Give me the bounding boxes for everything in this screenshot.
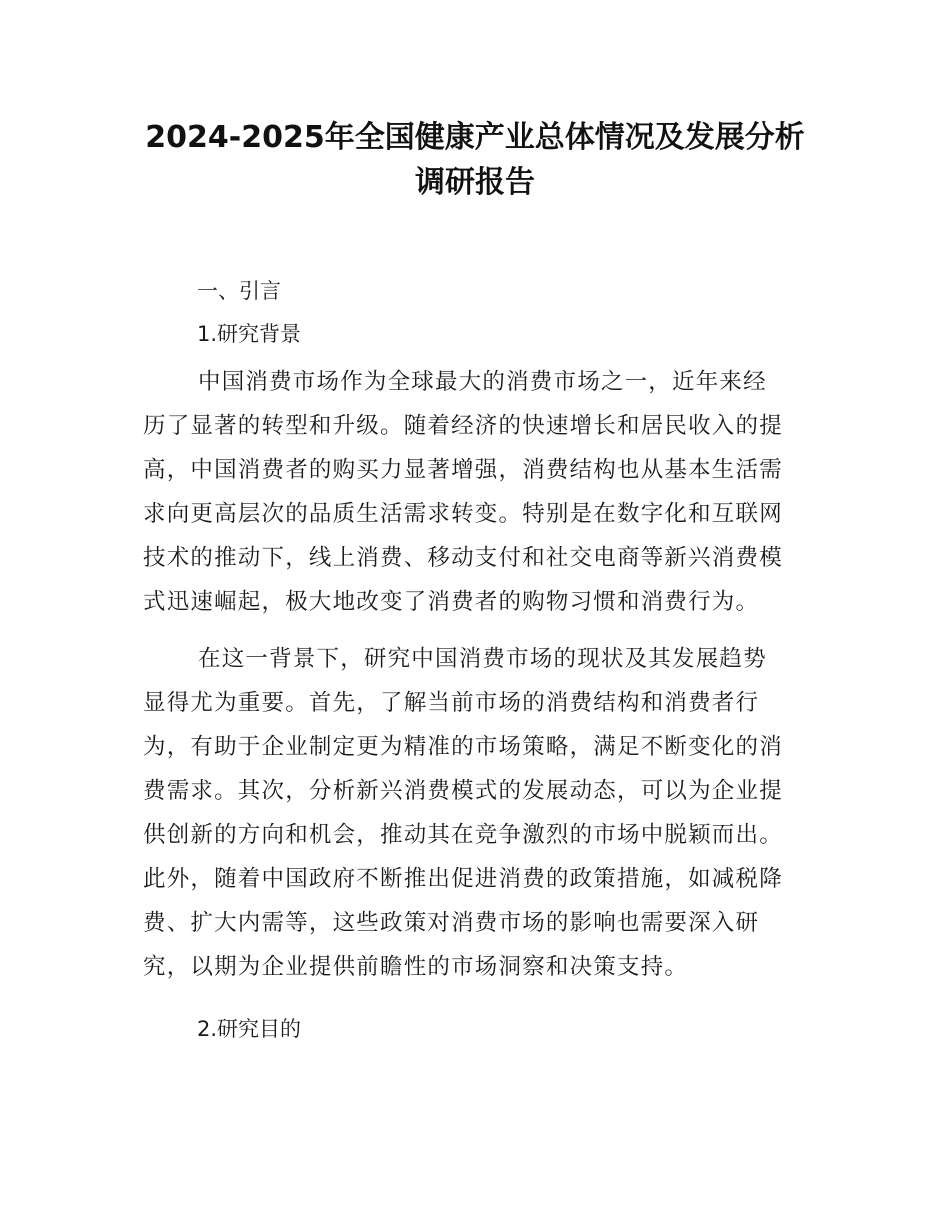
paragraph-1-line: 历了显著的转型和升级。随着经济的快速增长和居民收入的提 [143, 413, 783, 439]
document-title-line-2: 调研报告 [415, 165, 535, 200]
paragraph-1-line: 求向更高层次的品质生活需求转变。特别是在数字化和互联网 [143, 501, 783, 527]
paragraph-2-line: 此外，随着中国政府不断推出促进消费的政策措施，如减税降 [143, 866, 783, 892]
paragraph-2-line: 显得尤为重要。首先，了解当前市场的消费结构和消费者行 [143, 690, 760, 716]
paragraph-1-line: 高，中国消费者的购买力显著增强，消费结构也从基本生活需 [143, 457, 783, 483]
subsection-heading-research-purpose: 2.研究目的 [197, 1017, 302, 1041]
section-heading-introduction: 一、引言 [197, 279, 281, 303]
paragraph-2-line: 供创新的方向和机会，推动其在竞争激烈的市场中脱颖而出。 [143, 822, 783, 848]
paragraph-2-line: 费、扩大内需等，这些政策对消费市场的影响也需要深入研 [143, 910, 760, 936]
paragraph-1-line: 中国消费市场作为全球最大的消费市场之一，近年来经 [198, 369, 767, 395]
paragraph-1-line: 技术的推动下，线上消费、移动支付和社交电商等新兴消费模 [143, 545, 783, 571]
paragraph-2-line: 费需求。其次，分析新兴消费模式的发展动态，可以为企业提 [143, 778, 783, 804]
paragraph-2-line: 为，有助于企业制定更为精准的市场策略，满足不断变化的消 [143, 734, 783, 760]
paragraph-2-line: 究，以期为企业提供前瞻性的市场洞察和决策支持。 [143, 954, 689, 980]
document-title-line-1: 2024-2025年全国健康产业总体情况及发展分析 [145, 120, 805, 155]
paragraph-1-line: 式迅速崛起，极大地改变了消费者的购物习惯和消费行为。 [143, 589, 760, 615]
subsection-heading-research-background: 1.研究背景 [197, 322, 302, 346]
paragraph-2-line: 在这一背景下，研究中国消费市场的现状及其发展趋势 [198, 646, 767, 672]
